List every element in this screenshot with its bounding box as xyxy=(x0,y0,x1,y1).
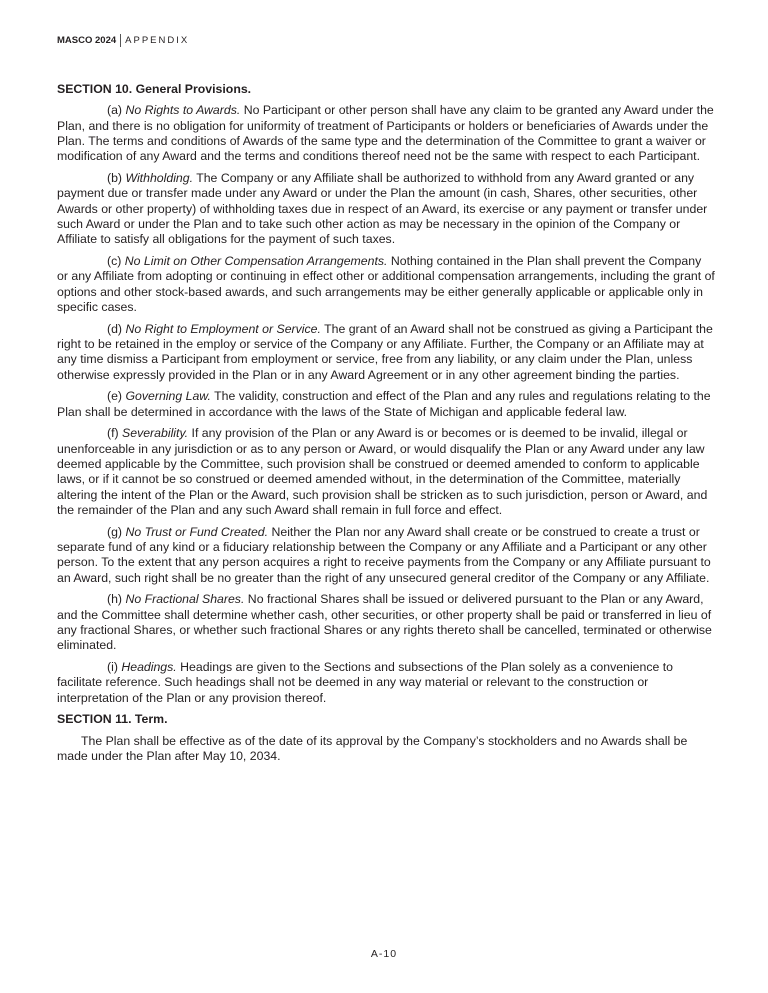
provision-text: No Participant or other person shall have any claim to be granted any Award under the Plan, and there is no obligation for uniformity of treatment of Participants or holders or beneficiaries of Awards under the Plan. The terms and conditions of Awards of the same type and the determination of the Committee to grant a waiver or modification of any Award and the terms and conditions thereof need not be the same with respect to each Participant. xyxy=(57,103,714,164)
provision-title: No Limit on Other Compensation Arrangements. xyxy=(124,253,388,268)
provision-paragraph xyxy=(57,426,715,518)
provision-text: If any provision of the Plan or any Award is or becomes or is deemed to be invalid, illegal or unenforceable in any jurisdiction or as to any person or Award, or would disqualify the Plan or any Award under any law deemed applicable by the Committee, such provision shall be construed or deemed amended to conform to applicable laws, or if it cannot be so construed or deemed amended without, in the determination of the Committee, materially altering the intent of the Plan or the Award, such provision shall be stricken as to such jurisdiction, person or Award, and the remainder of the Plan and any such Award shall remain in full force and effect. xyxy=(57,426,708,517)
provision-text: The Company or any Affiliate shall be authorized to withhold from any Award granted or any payment due or transfer made under any Award or under the Plan the amount (in cash, Shares, other securities, other Awards or other property) of withholding taxes due in respect of an Award, its exercise or any payment or transfer under such Award or under the Plan and to take such other action as may be necessary in the opinion of the Company or Affiliate to satisfy all obligations for the payment of such taxes. xyxy=(57,170,708,247)
provision-title: No Rights to Awards. xyxy=(125,103,241,118)
provision-label: (h) xyxy=(107,592,126,607)
provision-label: (e) xyxy=(107,389,126,404)
provision-paragraph xyxy=(57,592,715,653)
provision-text: Nothing contained in the Plan shall prevent the Company or any Affiliate from adopting or continuing in effect other or additional compensation arrangements, including the grant of options and other stock-based awards, and such arrangements may be either generally applicable or applicable only in specific cases. xyxy=(57,253,715,314)
provision-paragraph xyxy=(57,525,715,586)
provision-text: Headings are given to the Sections and subsections of the Plan solely as a convenience to facilitate reference. Such headings shall not be deemed in any way material or relevant to the construction or interpretation of the Plan or any provision thereof. xyxy=(57,660,674,705)
provision-label: (f) xyxy=(107,426,123,441)
header-brand: MASCO 2024 xyxy=(57,35,117,46)
provision-text: Neither the Plan nor any Award shall create or be construed to create a trust or separate fund of any kind or a fiduciary relationship between the Company or any Affiliate and a Participant or any other person. To the extent that any person acquires a right to receive payments from the Company or any Affiliate pursuant to an Award, such right shall be no greater than the right of any unsecured general creditor of the Company or any Affiliate. xyxy=(57,524,711,585)
section-10-heading: SECTION 10. General Provisions. xyxy=(57,82,252,96)
provision-title: No Right to Employment or Service. xyxy=(125,321,321,336)
provision-title: Governing Law. xyxy=(125,389,211,404)
provision-label: (d) xyxy=(107,321,126,336)
provision-title: No Trust or Fund Created. xyxy=(125,524,269,539)
provision-paragraph xyxy=(57,171,715,247)
provision-title: Withholding. xyxy=(125,170,194,185)
provision-text: No fractional Shares shall be issued or delivered pursuant to the Plan or any Award, and the Committee shall determine whether cash, other securities, or other property shall be paid or transferred in lieu of any fractional Shares, or whether such fractional Shares or any rights thereto shall be cancelled, terminated or otherwise eliminated. xyxy=(57,592,712,653)
provision-paragraph xyxy=(57,103,715,164)
document-body xyxy=(57,82,715,771)
section-10-paragraphs xyxy=(57,103,715,706)
provision-label: (b) xyxy=(107,170,126,185)
provision-title: Severability. xyxy=(122,426,189,441)
provision-text: The validity, construction and effect of the Plan and any rules and regulations relating to the Plan shall be determined in accordance with the laws of the State of Michigan and applicable federal law. xyxy=(57,389,711,419)
provision-title: No Fractional Shares. xyxy=(125,592,245,607)
header-divider xyxy=(120,34,121,47)
header-section: APPENDIX xyxy=(125,35,190,46)
provision-title: Headings. xyxy=(121,660,177,675)
provision-label: (a) xyxy=(107,103,126,118)
page-number: A-10 xyxy=(370,948,398,960)
section-11-text: The Plan shall be effective as of the date of its approval by the Company’s stockholders and no Awards shall be made under the Plan after May 10, 2034. xyxy=(57,733,688,764)
provision-paragraph xyxy=(57,389,715,420)
provision-label: (i) xyxy=(107,660,122,675)
provision-text: The grant of an Award shall not be construed as giving a Participant the right to be retained in the employ or service of the Company or any Affiliate. Further, the Company or an Affiliate may at any time dismiss a Participant from employment or service, free from any liability, or any claim under the Plan, unless otherwise expressly provided in the Plan or in any Award Agreement or in any other agreement binding the parties. xyxy=(57,321,713,382)
provision-label: (g) xyxy=(107,524,126,539)
section-11-heading: SECTION 11. Term. xyxy=(57,712,168,727)
provision-label: (c) xyxy=(107,253,125,268)
provision-paragraph xyxy=(57,660,715,706)
provision-paragraph xyxy=(57,322,715,383)
provision-paragraph xyxy=(57,254,715,315)
page-header xyxy=(57,34,189,47)
